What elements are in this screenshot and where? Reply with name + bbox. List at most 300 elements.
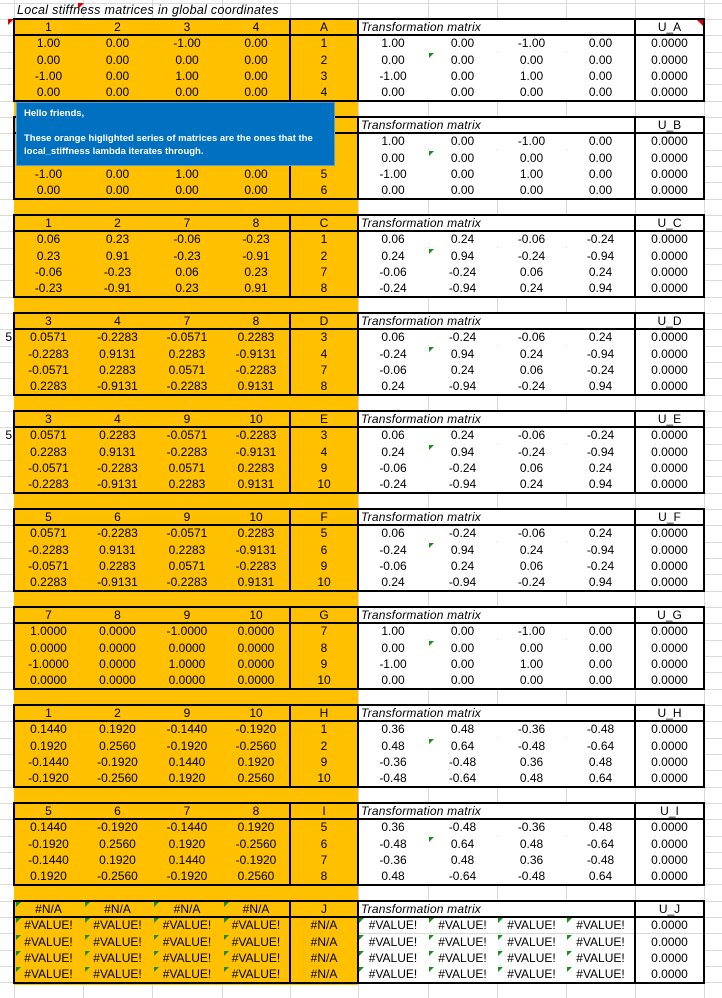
dof-index-cell[interactable]: 4	[320, 346, 328, 361]
dof-index-cell[interactable]: 9	[320, 754, 328, 769]
dof-index-cell[interactable]: 5	[320, 820, 328, 835]
stiffness-cell[interactable]: 0.0571	[30, 428, 67, 443]
transform-cell[interactable]: -0.06	[358, 558, 428, 574]
displacement-cell[interactable]: 0.0000	[635, 166, 704, 182]
stiffness-cell[interactable]: #VALUE!	[162, 967, 212, 982]
stiffness-cell[interactable]: 0.00	[105, 85, 130, 100]
stiffness-cell[interactable]: -1.0000	[28, 656, 69, 671]
stiffness-cell[interactable]: 0.0000	[237, 673, 275, 688]
stiffness-cell[interactable]: -0.0571	[28, 558, 69, 573]
transform-cell[interactable]: -0.94	[428, 280, 497, 296]
transform-cell[interactable]: 0.94	[428, 444, 497, 460]
displacement-cell[interactable]: 0.0000	[635, 444, 704, 460]
transform-cell[interactable]: 0.64	[428, 836, 497, 852]
stiffness-cell[interactable]: -0.1920	[166, 738, 208, 753]
stiffness-cell[interactable]: -0.2283	[97, 330, 138, 345]
stiffness-cell[interactable]: 0.06	[175, 264, 199, 279]
transform-cell[interactable]: -0.64	[566, 738, 635, 754]
transform-cell[interactable]: 0.24	[566, 460, 635, 476]
transform-cell[interactable]: -0.64	[566, 836, 635, 852]
displacement-header-cell[interactable]: U_F	[635, 509, 704, 525]
displacement-cell[interactable]: 0.0000	[635, 52, 704, 68]
stiffness-cell[interactable]: 0.2283	[168, 346, 206, 361]
transform-cell[interactable]: 1.00	[358, 133, 428, 149]
transform-cell[interactable]: 0.36	[358, 819, 428, 835]
stiffness-cell[interactable]: 1.0000	[30, 624, 67, 639]
stiffness-cell[interactable]: 0.0000	[168, 673, 206, 688]
stiffness-header-cell[interactable]: 2	[114, 20, 121, 34]
transform-cell[interactable]: 0.00	[428, 68, 497, 84]
transform-cell[interactable]: 0.24	[566, 264, 635, 280]
stiffness-cell[interactable]: -0.9131	[235, 346, 277, 361]
stiffness-cell[interactable]: -1.00	[34, 166, 63, 181]
transform-cell[interactable]: 0.00	[358, 150, 428, 166]
transform-cell[interactable]: -0.48	[497, 738, 566, 754]
transform-cell[interactable]: -0.24	[497, 574, 566, 590]
stiffness-header-cell[interactable]: 10	[249, 706, 263, 720]
stiffness-cell[interactable]: 0.1440	[168, 852, 206, 867]
transform-cell[interactable]: -1.00	[358, 166, 428, 182]
dof-index-cell[interactable]: 10	[317, 771, 331, 786]
transformation-matrix-title[interactable]: Transformation matrix	[358, 607, 638, 623]
displacement-header-cell[interactable]: U_J	[635, 901, 704, 917]
stiffness-cell[interactable]: #VALUE!	[231, 967, 281, 982]
stiffness-cell[interactable]: 0.0000	[168, 640, 206, 655]
stiffness-cell[interactable]: -0.1440	[28, 852, 69, 867]
stiffness-cell[interactable]: -0.2283	[97, 526, 138, 541]
stiffness-cell[interactable]: 0.1920	[30, 738, 67, 753]
stiffness-header-cell[interactable]: 9	[183, 706, 191, 720]
displacement-cell[interactable]: 0.0000	[635, 525, 704, 541]
displacement-header-cell[interactable]: U_B	[635, 117, 704, 133]
stiffness-header-cell[interactable]: 6	[114, 510, 121, 524]
transform-cell[interactable]: -0.36	[497, 721, 566, 737]
stiffness-cell[interactable]: -1.00	[34, 68, 63, 83]
stiffness-header-cell[interactable]: 4	[114, 412, 121, 426]
stiffness-cell[interactable]: 0.00	[244, 85, 268, 100]
transform-cell[interactable]: 0.00	[566, 182, 635, 198]
stiffness-cell[interactable]: 0.00	[105, 36, 130, 51]
displacement-cell[interactable]: 0.0000	[635, 836, 704, 852]
stiffness-cell[interactable]: 0.0000	[99, 624, 136, 639]
displacement-cell[interactable]: 0.0000	[635, 966, 704, 982]
stiffness-cell[interactable]: 0.9131	[99, 542, 136, 557]
transform-cell[interactable]: 0.24	[497, 346, 566, 362]
displacement-cell[interactable]: 0.0000	[635, 476, 704, 492]
transform-cell[interactable]: 0.00	[497, 640, 566, 656]
transform-cell[interactable]: -0.24	[566, 427, 635, 443]
displacement-cell[interactable]: 0.0000	[635, 133, 704, 149]
stiffness-cell[interactable]: 0.00	[36, 52, 61, 67]
transform-cell[interactable]: 0.00	[566, 656, 635, 672]
transform-cell[interactable]: 0.06	[358, 525, 428, 541]
stiffness-header-cell[interactable]: 1	[45, 20, 52, 34]
stiffness-header-cell[interactable]: 8	[252, 804, 260, 818]
displacement-cell[interactable]: 0.0000	[635, 362, 704, 378]
transform-cell[interactable]: 0.24	[428, 558, 497, 574]
stiffness-cell[interactable]: 1.00	[175, 166, 199, 181]
stiffness-cell[interactable]: 0.0000	[99, 640, 136, 655]
stiffness-cell[interactable]: 0.1920	[237, 754, 275, 769]
stiffness-cell[interactable]: 0.00	[105, 183, 130, 198]
transform-cell[interactable]: #VALUE!	[358, 966, 428, 982]
transform-cell[interactable]: -0.36	[358, 754, 428, 770]
transform-cell[interactable]: 0.06	[358, 329, 428, 345]
stiffness-cell[interactable]: 0.9131	[237, 477, 275, 492]
stiffness-cell[interactable]: #VALUE!	[93, 950, 142, 965]
transform-cell[interactable]: 0.00	[358, 640, 428, 656]
displacement-cell[interactable]: 0.0000	[635, 460, 704, 476]
transform-cell[interactable]: 0.06	[497, 460, 566, 476]
stiffness-header-cell[interactable]: 3	[45, 412, 52, 426]
transform-cell[interactable]: #VALUE!	[497, 966, 566, 982]
stiffness-cell[interactable]: 0.00	[244, 183, 268, 198]
stiffness-cell[interactable]: #VALUE!	[231, 934, 281, 949]
stiffness-cell[interactable]: 0.00	[175, 85, 199, 100]
dof-index-cell[interactable]: 1	[320, 36, 328, 51]
displacement-cell[interactable]: 0.0000	[635, 231, 704, 247]
transform-cell[interactable]: 0.00	[428, 133, 497, 149]
transform-cell[interactable]: 0.00	[566, 166, 635, 182]
stiffness-cell[interactable]: #VALUE!	[24, 934, 73, 949]
stiffness-cell[interactable]: -0.2560	[97, 771, 138, 786]
displacement-cell[interactable]: 0.0000	[635, 84, 704, 100]
dof-index-cell[interactable]: 2	[320, 52, 328, 67]
transform-cell[interactable]: 0.94	[428, 248, 497, 264]
transform-cell[interactable]: -0.94	[566, 346, 635, 362]
displacement-header-cell[interactable]: U_H	[635, 705, 704, 721]
dof-index-cell[interactable]: 5	[320, 526, 328, 541]
transform-cell[interactable]: -0.06	[497, 329, 566, 345]
stiffness-cell[interactable]: 0.2283	[99, 558, 136, 573]
stiffness-cell[interactable]: -0.2560	[235, 836, 277, 851]
transform-cell[interactable]: 0.00	[428, 52, 497, 68]
stiffness-cell[interactable]: -0.2283	[235, 362, 277, 377]
element-label-cell[interactable]: I	[322, 804, 326, 818]
stiffness-cell[interactable]: 0.00	[36, 85, 61, 100]
displacement-cell[interactable]: 0.0000	[635, 248, 704, 264]
transform-cell[interactable]: 0.00	[566, 68, 635, 84]
transform-cell[interactable]: -0.48	[566, 721, 635, 737]
transform-cell[interactable]: -0.24	[358, 346, 428, 362]
transform-cell[interactable]: -0.94	[566, 444, 635, 460]
element-label-cell[interactable]: J	[321, 902, 327, 916]
transform-cell[interactable]: -0.24	[358, 542, 428, 558]
transform-cell[interactable]: 0.24	[566, 525, 635, 541]
stiffness-cell[interactable]: 0.06	[36, 232, 61, 247]
stiffness-cell[interactable]: 0.2283	[99, 428, 136, 443]
stiffness-header-cell[interactable]: 8	[252, 314, 260, 328]
stiffness-cell[interactable]: 0.1440	[30, 722, 67, 737]
transform-cell[interactable]: 0.94	[566, 280, 635, 296]
stiffness-cell[interactable]: 0.9131	[237, 379, 275, 394]
transform-cell[interactable]: 0.48	[358, 738, 428, 754]
transform-cell[interactable]: #VALUE!	[358, 934, 428, 950]
stiffness-cell[interactable]: 0.23	[244, 264, 268, 279]
stiffness-cell[interactable]: #VALUE!	[162, 950, 212, 965]
transform-cell[interactable]: -0.24	[566, 558, 635, 574]
transform-cell[interactable]: 0.00	[428, 656, 497, 672]
transform-cell[interactable]: #VALUE!	[566, 966, 635, 982]
stiffness-header-cell[interactable]: 7	[183, 804, 191, 818]
dof-index-cell[interactable]: 8	[320, 869, 328, 884]
transform-cell[interactable]: 0.24	[358, 248, 428, 264]
stiffness-cell[interactable]: 0.91	[105, 248, 130, 263]
stiffness-header-cell[interactable]: 9	[183, 608, 191, 622]
transform-cell[interactable]: -0.24	[428, 525, 497, 541]
element-label-cell[interactable]: G	[319, 608, 329, 622]
stiffness-header-cell[interactable]: 10	[249, 412, 263, 426]
stiffness-cell[interactable]: -0.2560	[235, 738, 277, 753]
dof-index-cell[interactable]: 9	[320, 558, 328, 573]
transform-cell[interactable]: 1.00	[497, 166, 566, 182]
stiffness-cell[interactable]: 0.9131	[237, 575, 275, 590]
transform-cell[interactable]: -0.48	[428, 754, 497, 770]
transform-cell[interactable]: #VALUE!	[566, 950, 635, 966]
transform-cell[interactable]: 0.06	[358, 231, 428, 247]
transform-cell[interactable]: -0.94	[428, 476, 497, 492]
dof-index-cell[interactable]: 2	[320, 248, 328, 263]
transform-cell[interactable]: -0.48	[428, 819, 497, 835]
sheet-title[interactable]: Local stiffness matrices in global coordinates	[17, 3, 279, 17]
stiffness-header-cell[interactable]: 1	[45, 706, 52, 720]
stiffness-cell[interactable]: 0.00	[244, 52, 268, 67]
transformation-matrix-title[interactable]: Transformation matrix	[358, 803, 638, 819]
stiffness-cell[interactable]: 0.2283	[168, 542, 206, 557]
transform-cell[interactable]: 0.36	[358, 721, 428, 737]
stiffness-cell[interactable]: 0.2283	[30, 575, 67, 590]
displacement-cell[interactable]: 0.0000	[635, 754, 704, 770]
stiffness-cell[interactable]: 0.1920	[99, 852, 136, 867]
dof-index-cell[interactable]: 3	[320, 68, 328, 83]
stiffness-header-cell[interactable]: 6	[114, 804, 121, 818]
stiffness-cell[interactable]: 0.0000	[99, 656, 136, 671]
transform-cell[interactable]: -0.48	[358, 836, 428, 852]
dof-index-cell[interactable]: 1	[320, 232, 328, 247]
transform-cell[interactable]: 0.06	[497, 362, 566, 378]
stiffness-cell[interactable]: 0.2283	[168, 477, 206, 492]
displacement-cell[interactable]: 0.0000	[635, 346, 704, 362]
element-label-cell[interactable]: D	[319, 314, 329, 328]
stiffness-cell[interactable]: 0.0571	[168, 558, 206, 573]
stiffness-cell[interactable]: 0.2283	[30, 379, 67, 394]
transform-cell[interactable]: 0.00	[428, 166, 497, 182]
transform-cell[interactable]: 1.00	[497, 68, 566, 84]
stiffness-cell[interactable]: #VALUE!	[162, 918, 212, 933]
transform-cell[interactable]: 0.48	[497, 770, 566, 786]
transform-cell[interactable]: 0.00	[566, 150, 635, 166]
stiffness-cell[interactable]: -0.1440	[166, 722, 208, 737]
displacement-cell[interactable]: 0.0000	[635, 427, 704, 443]
displacement-cell[interactable]: 0.0000	[635, 934, 704, 950]
stiffness-header-cell[interactable]: 8	[252, 216, 260, 230]
stiffness-cell[interactable]: -0.9131	[97, 379, 138, 394]
displacement-header-cell[interactable]: U_C	[635, 215, 704, 231]
transform-cell[interactable]: -0.24	[566, 231, 635, 247]
stiffness-cell[interactable]: -0.1920	[235, 852, 277, 867]
displacement-cell[interactable]: 0.0000	[635, 280, 704, 296]
stiffness-header-cell[interactable]: 4	[114, 314, 121, 328]
transform-cell[interactable]: #VALUE!	[497, 934, 566, 950]
transform-cell[interactable]: 0.24	[497, 542, 566, 558]
stiffness-header-cell[interactable]: 4	[252, 20, 260, 34]
transform-cell[interactable]: 0.00	[428, 150, 497, 166]
transform-cell[interactable]: 0.24	[497, 280, 566, 296]
stiffness-cell[interactable]: -0.2283	[97, 460, 138, 475]
transformation-matrix-title[interactable]: Transformation matrix	[358, 19, 638, 35]
transform-cell[interactable]: -0.24	[358, 476, 428, 492]
element-label-cell[interactable]: A	[319, 20, 328, 34]
dof-index-cell[interactable]: 8	[320, 281, 328, 296]
transform-cell[interactable]: 0.00	[358, 182, 428, 198]
transform-cell[interactable]: -0.06	[358, 460, 428, 476]
stiffness-cell[interactable]: 0.00	[175, 183, 199, 198]
transform-cell[interactable]: 0.06	[497, 558, 566, 574]
transform-cell[interactable]: 0.48	[566, 754, 635, 770]
stiffness-header-cell[interactable]: 10	[249, 510, 263, 524]
stiffness-cell[interactable]: 0.00	[244, 68, 268, 83]
transform-cell[interactable]: 0.64	[428, 738, 497, 754]
stiffness-cell[interactable]: 0.91	[244, 281, 268, 296]
transform-cell[interactable]: 1.00	[497, 656, 566, 672]
transform-cell[interactable]: 0.48	[497, 836, 566, 852]
transform-cell[interactable]: #VALUE!	[497, 917, 566, 933]
stiffness-header-cell[interactable]: 3	[45, 314, 52, 328]
stiffness-header-cell[interactable]: #N/A	[173, 902, 201, 916]
stiffness-cell[interactable]: -0.2283	[166, 379, 208, 394]
stiffness-cell[interactable]: -0.1920	[97, 820, 138, 835]
stiffness-cell[interactable]: 0.23	[175, 281, 199, 296]
stiffness-cell[interactable]: 0.9131	[99, 444, 136, 459]
stiffness-cell[interactable]: -0.9131	[235, 444, 277, 459]
transform-cell[interactable]: 0.94	[566, 476, 635, 492]
stiffness-cell[interactable]: -0.2283	[28, 542, 69, 557]
stiffness-cell[interactable]: 0.0571	[168, 362, 206, 377]
transform-cell[interactable]: 0.00	[358, 84, 428, 100]
stiffness-cell[interactable]: -0.1920	[97, 754, 138, 769]
displacement-cell[interactable]: 0.0000	[635, 770, 704, 786]
transform-cell[interactable]: 0.64	[566, 868, 635, 884]
transformation-matrix-title[interactable]: Transformation matrix	[358, 117, 638, 133]
dof-index-cell[interactable]: 7	[320, 852, 328, 867]
dof-index-cell[interactable]: #N/A	[310, 967, 338, 982]
transform-cell[interactable]: 0.24	[358, 444, 428, 460]
transform-cell[interactable]: #VALUE!	[428, 917, 497, 933]
stiffness-header-cell[interactable]: 5	[45, 804, 52, 818]
transform-cell[interactable]: 1.00	[358, 623, 428, 639]
displacement-header-cell[interactable]: U_I	[635, 803, 704, 819]
element-label-cell[interactable]: F	[320, 510, 328, 524]
stiffness-cell[interactable]: 0.0000	[30, 673, 67, 688]
displacement-header-cell[interactable]: U_G	[635, 607, 704, 623]
stiffness-header-cell[interactable]: 5	[45, 510, 52, 524]
dof-index-cell[interactable]: 1	[320, 722, 328, 737]
transform-cell[interactable]: -1.00	[358, 656, 428, 672]
dof-index-cell[interactable]: 4	[320, 444, 328, 459]
stiffness-cell[interactable]: #VALUE!	[93, 934, 142, 949]
stiffness-cell[interactable]: #VALUE!	[231, 918, 281, 933]
transform-cell[interactable]: 0.00	[428, 182, 497, 198]
transform-cell[interactable]: -0.24	[566, 362, 635, 378]
stiffness-cell[interactable]: 0.0000	[30, 640, 67, 655]
transform-cell[interactable]: -0.06	[358, 362, 428, 378]
stiffness-cell[interactable]: #VALUE!	[93, 918, 142, 933]
dof-index-cell[interactable]: 9	[320, 460, 328, 475]
displacement-cell[interactable]: 0.0000	[635, 640, 704, 656]
displacement-cell[interactable]: 0.0000	[635, 35, 704, 51]
stiffness-header-cell[interactable]: 1	[45, 216, 52, 230]
stiffness-cell[interactable]: -0.9131	[235, 542, 277, 557]
stiffness-cell[interactable]: 1.0000	[168, 656, 206, 671]
stiffness-cell[interactable]: 0.2283	[237, 330, 275, 345]
stiffness-cell[interactable]: #VALUE!	[24, 918, 73, 933]
transform-cell[interactable]: 0.06	[358, 427, 428, 443]
transform-cell[interactable]: -1.00	[497, 35, 566, 51]
displacement-cell[interactable]: 0.0000	[635, 182, 704, 198]
dof-index-cell[interactable]: 7	[320, 624, 328, 639]
transform-cell[interactable]: 1.00	[358, 35, 428, 51]
stiffness-cell[interactable]: -0.2283	[235, 428, 277, 443]
stiffness-cell[interactable]: -0.23	[103, 264, 132, 279]
stiffness-cell[interactable]: 0.2560	[99, 738, 136, 753]
transform-cell[interactable]: 0.24	[358, 378, 428, 394]
stiffness-cell[interactable]: -0.2283	[166, 575, 208, 590]
stiffness-cell[interactable]: 0.00	[244, 166, 268, 181]
transform-cell[interactable]: 0.00	[566, 672, 635, 688]
transform-cell[interactable]: 0.00	[566, 623, 635, 639]
stiffness-cell[interactable]: -1.0000	[166, 624, 208, 639]
stiffness-header-cell[interactable]: #N/A	[242, 902, 270, 916]
transform-cell[interactable]: -0.24	[428, 264, 497, 280]
stiffness-cell[interactable]: 0.1920	[168, 836, 206, 851]
transform-cell[interactable]: #VALUE!	[566, 917, 635, 933]
transform-cell[interactable]: -0.48	[497, 868, 566, 884]
stiffness-header-cell[interactable]: 9	[183, 412, 191, 426]
displacement-cell[interactable]: 0.0000	[635, 542, 704, 558]
dof-index-cell[interactable]: 9	[320, 656, 328, 671]
transform-cell[interactable]: #VALUE!	[358, 950, 428, 966]
dof-index-cell[interactable]: 8	[320, 640, 328, 655]
transform-cell[interactable]: -0.48	[566, 852, 635, 868]
transform-cell[interactable]: -0.48	[358, 770, 428, 786]
transform-cell[interactable]: 0.94	[566, 574, 635, 590]
dof-index-cell[interactable]: 7	[320, 362, 328, 377]
transform-cell[interactable]: 0.00	[566, 133, 635, 149]
transform-cell[interactable]: 0.24	[358, 574, 428, 590]
stiffness-cell[interactable]: -0.23	[173, 248, 201, 263]
stiffness-cell[interactable]: 0.0571	[30, 330, 67, 345]
transform-cell[interactable]: #VALUE!	[428, 950, 497, 966]
transform-cell[interactable]: 0.00	[358, 52, 428, 68]
dof-index-cell[interactable]: 6	[320, 836, 328, 851]
stiffness-cell[interactable]: -0.2283	[166, 444, 208, 459]
transform-cell[interactable]: -0.24	[428, 460, 497, 476]
stiffness-cell[interactable]: 0.2283	[237, 526, 275, 541]
stiffness-cell[interactable]: 0.0000	[237, 656, 275, 671]
dof-index-cell[interactable]: #N/A	[310, 918, 338, 933]
transform-cell[interactable]: -1.00	[497, 623, 566, 639]
stiffness-cell[interactable]: -0.23	[242, 232, 270, 247]
stiffness-header-cell[interactable]: #N/A	[104, 902, 131, 916]
transform-cell[interactable]: 0.00	[497, 182, 566, 198]
transformation-matrix-title[interactable]: Transformation matrix	[358, 705, 638, 721]
stiffness-cell[interactable]: 0.2560	[237, 869, 275, 884]
transform-cell[interactable]: -0.94	[566, 248, 635, 264]
transform-cell[interactable]: 0.00	[497, 672, 566, 688]
stiffness-cell[interactable]: 0.0000	[99, 673, 136, 688]
transform-cell[interactable]: 0.36	[497, 754, 566, 770]
displacement-header-cell[interactable]: U_D	[635, 313, 704, 329]
